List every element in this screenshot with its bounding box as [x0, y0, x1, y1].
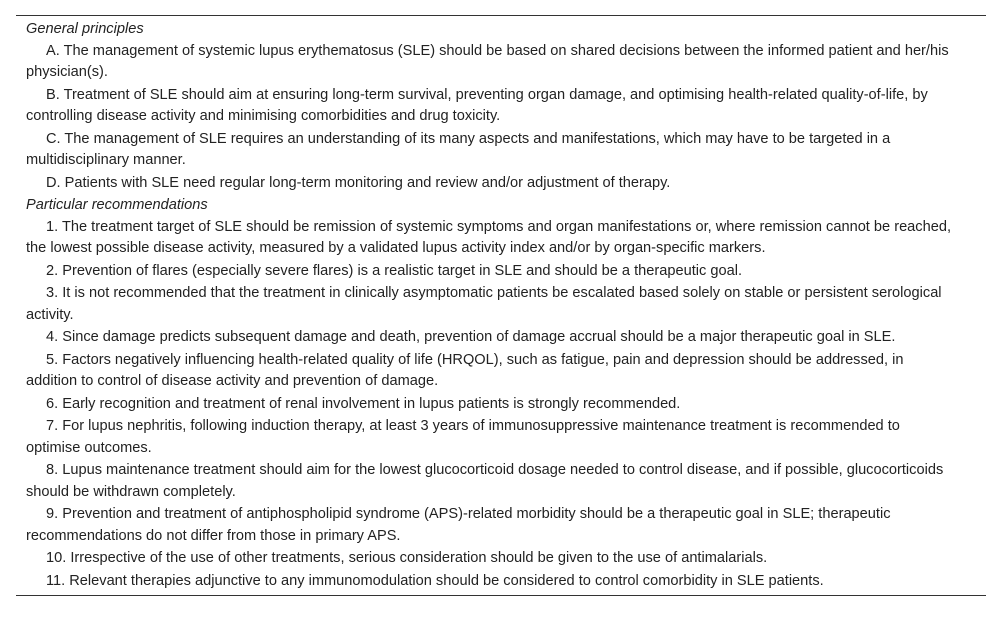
recommendation-6: 6. Early recognition and treatment of renal involvement in lupus patients is strongly recommended.	[46, 395, 681, 412]
section-heading-general-principles: General principles	[26, 21, 144, 37]
recommendation-5: 5. Factors negatively influencing health-related quality of life (HRQOL), such as fatigue, pain and depression should be addressed, in addition to control of disease activity and prevention of damage.	[26, 351, 904, 389]
principle-a: A. The management of systemic lupus erythematosus (SLE) should be based on shared decisions between the informed patient and her/his physician(s).	[26, 42, 949, 80]
recommendation-2: 2. Prevention of flares (especially severe flares) is a realistic target in SLE and should be a therapeutic goal.	[46, 262, 743, 279]
recommendation-11: 11. Relevant therapies adjunctive to any immunomodulation should be considered to control comorbidity in SLE patients.	[46, 572, 824, 589]
recommendation-4: 4. Since damage predicts subsequent damage and death, prevention of damage accrual should be a major therapeutic goal in SLE.	[46, 329, 896, 345]
recommendation-10: 10. Irrespective of the use of other treatments, serious consideration should be given to the use of antimalarials.	[46, 550, 768, 566]
principle-b: B. Treatment of SLE should aim at ensuring long-term survival, preventing organ damage, and optimising health-related quality-of-life, by controlling disease activity and minimising comorbidities and drug toxicity.	[26, 86, 928, 124]
recommendation-1: 1. The treatment target of SLE should be remission of systemic symptoms and organ manifestations or, where remission cannot be reached, the lowest possible disease activity, measured by a validated lupus activity index and/or by organ-specific markers.	[26, 218, 951, 256]
table-body	[16, 16, 986, 595]
bottom-rule	[16, 595, 986, 596]
recommendation-7: 7. For lupus nephritis, following induction therapy, at least 3 years of immunosuppressive maintenance treatment is recommended to optimise outcomes.	[26, 418, 900, 456]
section-heading-particular-recommendations: Particular recommendations	[26, 197, 208, 213]
recommendations-table	[16, 15, 986, 596]
principle-c: C. The management of SLE requires an understanding of its many aspects and manifestations, which may have to be targeted in a multidisciplinary manner.	[26, 130, 891, 168]
principle-d: D. Patients with SLE need regular long-term monitoring and review and/or adjustment of therapy.	[46, 174, 671, 191]
recommendation-3: 3. It is not recommended that the treatment in clinically asymptomatic patients be escalated based solely on stable or persistent serological activity.	[26, 285, 942, 323]
recommendation-8: 8. Lupus maintenance treatment should aim for the lowest glucocorticoid dosage needed to control disease, and if possible, glucocorticoids should be withdrawn completely.	[26, 462, 944, 500]
recommendation-9: 9. Prevention and treatment of antiphospholipid syndrome (APS)-related morbidity should be a therapeutic goal in SLE; therapeutic recommendations do not differ from those in primary APS.	[26, 506, 891, 544]
